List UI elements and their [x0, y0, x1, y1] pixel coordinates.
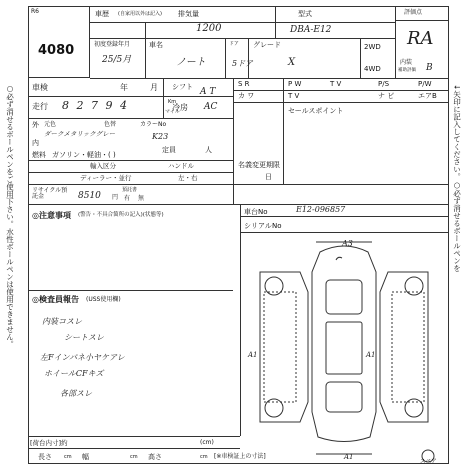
equip-item: T V: [288, 92, 300, 100]
equip-item: T V: [330, 80, 342, 88]
score-value: RA: [407, 28, 434, 49]
serial-no: No: [272, 222, 282, 230]
sales-point-label: セールスポイント: [288, 107, 344, 115]
car-name-label: 車名: [149, 41, 163, 49]
name-change-day: 日: [265, 173, 272, 181]
inspection-year: 年: [120, 83, 128, 92]
handle-value: 左・右: [178, 174, 198, 182]
shift-label: シフト: [172, 83, 193, 91]
diagram-mark: A1: [248, 351, 258, 359]
loading-label: [荷台内寸]約: [30, 439, 68, 447]
report-line: 左Fインパネ小ヤケアレ: [40, 353, 125, 362]
recycle-unit: 円: [112, 194, 119, 201]
doors-value: 5ドア: [232, 59, 253, 68]
recycle-value: 8510: [78, 191, 101, 201]
interior-value: B: [426, 63, 433, 73]
handle-label: ハンドル: [168, 162, 194, 170]
height-label: 高さ: [148, 453, 162, 461]
name-change-label: 名義変更期限: [238, 161, 280, 169]
interior-label2: 内: [32, 139, 39, 147]
ac-value: AC: [204, 102, 218, 112]
inspection-month: 月: [150, 83, 158, 92]
fuel-value: ガソリン・軽油・( ): [52, 151, 116, 159]
equip-item: P/S: [378, 80, 390, 88]
footer-legend: [※車検証上の寸法]: [214, 453, 266, 460]
recycle-ari: 有: [124, 195, 131, 202]
equip-item: エアB: [418, 92, 437, 100]
equip-item: S R: [238, 80, 250, 88]
lot-box: [28, 6, 90, 78]
first-reg-label: 初度登録年月: [94, 41, 131, 48]
serial-label: シリアル: [244, 222, 272, 230]
chassis-value: E12-096857: [296, 205, 346, 214]
report-line: 内装コスレ: [42, 317, 82, 326]
color-label: 元色: [44, 121, 57, 128]
report-line: シートスレ: [64, 333, 104, 342]
recycle-note: 預託書: [122, 187, 138, 193]
mileage-value: 8 2 7 9 4: [62, 99, 129, 112]
length-label: 長さ: [38, 453, 52, 461]
lot-number: 4080: [38, 43, 75, 58]
right-side-note: ↓矢印に記入してください。○必ず消せるボールペンを: [452, 84, 462, 272]
recycle-nashi: 無: [138, 195, 145, 202]
inspector-title: ◎検査員報告: [32, 295, 79, 304]
first-reg-value: 25/5月: [102, 55, 132, 65]
score-label: 評価点: [404, 9, 423, 16]
interior-label: 内装: [400, 59, 413, 66]
color-no-label: カラーNo: [140, 121, 167, 128]
color-label2: 色替: [104, 121, 117, 128]
diagram-mark: A1: [366, 351, 376, 359]
lot-prefix: R6: [31, 8, 39, 15]
mileage-label: 走行: [32, 102, 48, 111]
mileage-unit: Km: [168, 99, 177, 105]
equip-item: P W: [288, 80, 302, 88]
report-line: ホイールCFキズ: [44, 369, 104, 378]
grade-label: グレード: [253, 41, 281, 49]
caution-sub: (警告・不具合箇所の記入)(状態等): [78, 212, 164, 218]
width-label: 幅: [82, 453, 89, 461]
import-value: ディーラー・並行: [80, 174, 132, 182]
history-note: (自家用以外は記入): [118, 11, 162, 17]
grade-value: X: [288, 57, 296, 68]
width-unit: cm: [130, 454, 138, 460]
color-no-value: K23: [152, 132, 169, 141]
chassis-label: 車台No: [244, 208, 268, 216]
drive-4wd: 4WD: [364, 65, 381, 73]
equip-item: カ ワ: [238, 92, 255, 100]
seats-label: 定員: [162, 146, 176, 154]
model-label: 型式: [298, 10, 312, 18]
ac-label: 冷房: [172, 103, 188, 112]
spare-label: スペア: [420, 459, 437, 465]
color-value: ダークメタリックグレー: [44, 130, 116, 138]
diagram-mark: A1: [344, 453, 354, 461]
equip-item: ナ ビ: [378, 92, 395, 100]
seats-value: 人: [205, 146, 212, 154]
inspector-sub: (USS使用欄): [86, 296, 121, 303]
displacement-label: 排気量: [178, 10, 199, 18]
history-label: 車歴: [95, 10, 109, 18]
model-value: DBA-E12: [290, 25, 332, 35]
drive-2wd: 2WD: [364, 43, 381, 51]
height-unit: cm: [200, 454, 208, 460]
fuel-label: 燃料: [32, 151, 46, 159]
recycle-label: リサイクル預託金: [32, 187, 68, 200]
left-side-note: ○必ず消せるボールペンをご使用下さい。水性ボールペンは使用できません。: [5, 84, 15, 348]
interior-sub: 補助評価: [398, 68, 416, 73]
doors-label: ドア: [229, 41, 239, 47]
report-line: 各部スレ: [60, 389, 92, 398]
mileage-unit2: マイル: [165, 109, 180, 115]
exterior-label: 外: [32, 121, 39, 129]
import-label: 輸入区分: [90, 162, 116, 170]
car-diagram: [240, 232, 449, 464]
loading-unit: (cm): [200, 439, 214, 446]
diagram-mark: A3: [342, 239, 353, 248]
equip-item: P/W: [418, 80, 432, 88]
inspection-label: 車検: [32, 83, 48, 92]
shift-value: A T: [200, 87, 216, 97]
car-name-value: ノート: [176, 57, 206, 68]
length-unit: cm: [64, 454, 72, 460]
caution-title: ◎注意事項: [32, 211, 71, 220]
displacement-value: 1200: [196, 23, 222, 34]
